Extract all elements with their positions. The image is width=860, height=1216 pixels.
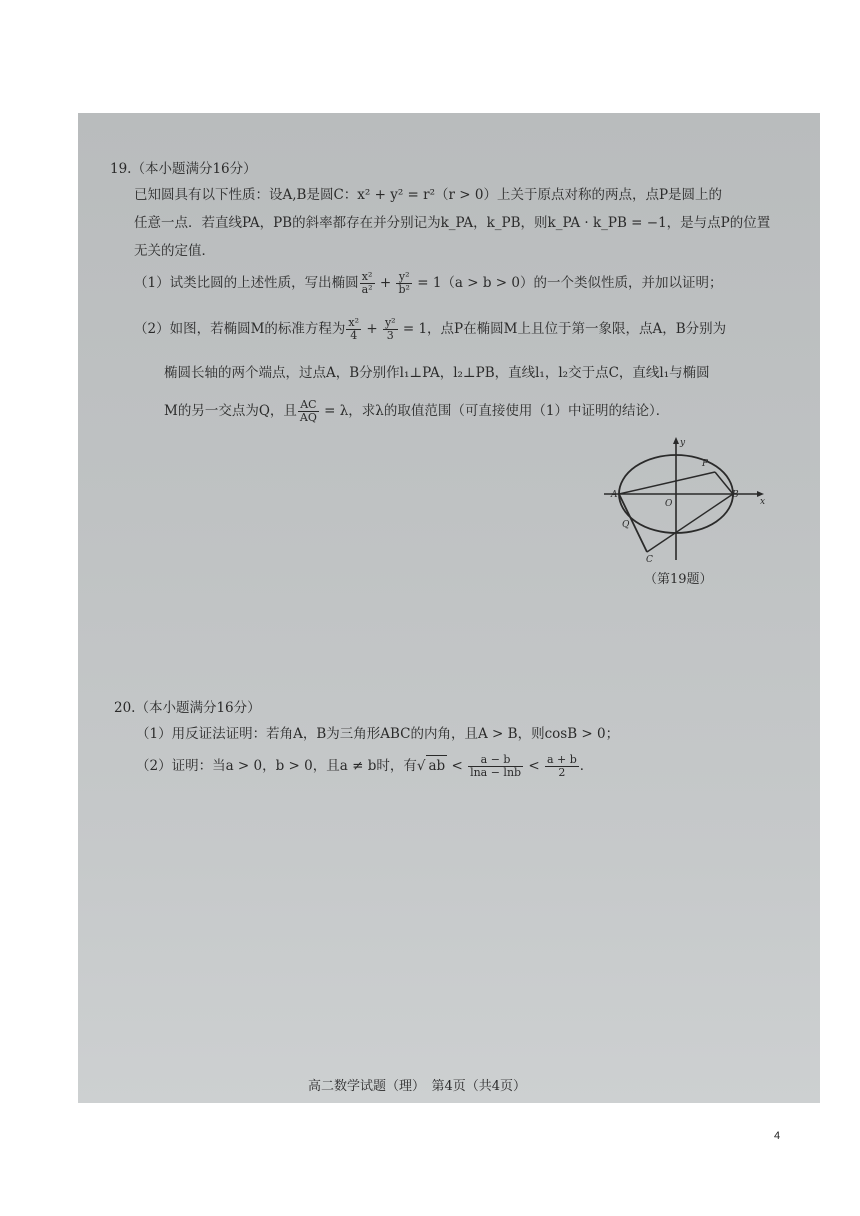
- line-l2: [647, 494, 733, 552]
- q20-part-1: （1）用反证法证明：若角A，B为三角形ABC的内角，且A > B，则cosB > 0；: [136, 726, 620, 742]
- label-c: C: [646, 555, 653, 565]
- q19-intro-line-3: 无关的定值．: [134, 243, 215, 259]
- fraction-denominator: a²: [361, 283, 373, 296]
- ellipse-figure: [598, 435, 768, 590]
- fraction-ac-aq: [298, 399, 319, 424]
- label-p: P: [702, 459, 709, 469]
- q19-intro-line-2: 任意一点．若直线PA，PB的斜率都存在并分别记为k_PA，k_PB，则k_PA · k_PB = −1，是与点P的位置: [134, 215, 771, 231]
- fraction-denominator: b²: [398, 283, 410, 296]
- segment-pa: [619, 472, 715, 494]
- q19-heading: 19.（本小题满分16分）: [110, 161, 257, 177]
- fraction-denominator: 3: [386, 329, 394, 342]
- q19-part-2-line-3-text-a: M的另一交点为Q，且: [164, 403, 297, 419]
- fraction-numerator: x²: [360, 271, 375, 284]
- plus-sign: +: [362, 321, 382, 337]
- less-than-sign: <: [447, 758, 468, 774]
- page-footer: 高二数学试题（理） 第4页（共4页）: [308, 1079, 527, 1094]
- sqrt-sign: √: [416, 758, 426, 774]
- q19-intro-line-1: 已知圆具有以下性质：设A,B是圆C：x² + y² = r²（r > 0）上关于原点对称的两点，点P是圆上的: [134, 187, 723, 203]
- fraction-denominator: 4: [350, 329, 358, 342]
- label-q: Q: [622, 520, 630, 530]
- q19-part-1-text-a: （1）试类比圆的上述性质，写出椭圆: [134, 275, 359, 291]
- period: ．: [579, 758, 594, 774]
- q19-part-2-line-2: 椭圆长轴的两个端点，过点A，B分别作l₁⊥PA，l₂⊥PB，直线l₁，l₂交于点C，直线l₁与椭圆: [164, 365, 710, 381]
- figure-caption: （第19题）: [644, 572, 713, 587]
- sqrt-radicand: ab: [426, 755, 447, 776]
- page-number: 4: [774, 1130, 781, 1142]
- q20-part-2: [136, 754, 593, 779]
- plus-sign: +: [375, 275, 396, 291]
- label-b: B: [732, 490, 739, 500]
- fraction-x2-a2: [360, 271, 375, 296]
- fraction-arithmetic-mean: [545, 754, 579, 779]
- fraction-denominator: AQ: [299, 411, 317, 424]
- q20-heading: 20.（本小题满分16分）: [114, 700, 261, 716]
- fraction-numerator: a + b: [546, 753, 577, 766]
- less-than-sign: <: [524, 758, 544, 774]
- fraction-denominator: 2: [558, 766, 566, 779]
- fraction-y2-b2: [396, 271, 411, 296]
- fraction-numerator: a − b: [468, 754, 523, 767]
- q19-part-2-text-a: （2）如图，若椭圆M的标准方程为: [134, 321, 346, 337]
- label-x: x: [760, 497, 766, 507]
- q19-part-2-text-b: = 1，点P在椭圆M上且位于第一象限，点A，B分别为: [398, 321, 727, 337]
- fraction-log-mean: [468, 754, 523, 779]
- label-o: O: [665, 499, 673, 509]
- label-y: y: [680, 438, 686, 448]
- y-axis-arrow: [673, 437, 679, 444]
- q19-part-2: [134, 317, 726, 342]
- q20-part-2-text: （2）证明：当a > 0，b > 0，且a ≠ b时，有: [136, 758, 417, 774]
- q19-part-1: [134, 271, 722, 296]
- fraction-numerator: y²: [384, 316, 396, 329]
- fraction-numerator: y²: [396, 271, 411, 284]
- fraction-numerator: AC: [298, 399, 319, 412]
- label-a: A: [611, 490, 618, 500]
- fraction-denominator: lna − lnb: [470, 766, 522, 779]
- q19-part-1-text-b: = 1（a > b > 0）的一个类似性质，并加以证明；: [412, 275, 723, 291]
- scanned-exam-photo: [78, 113, 820, 1103]
- fraction-x2-4: [346, 317, 361, 342]
- q19-part-2-line-3-text-b: = λ，求λ的取值范围（可直接使用（1）中证明的结论）．: [319, 403, 670, 419]
- fraction-y2-3: [383, 317, 398, 342]
- q19-part-2-line-3: [164, 399, 669, 424]
- fraction-numerator: x²: [348, 316, 360, 329]
